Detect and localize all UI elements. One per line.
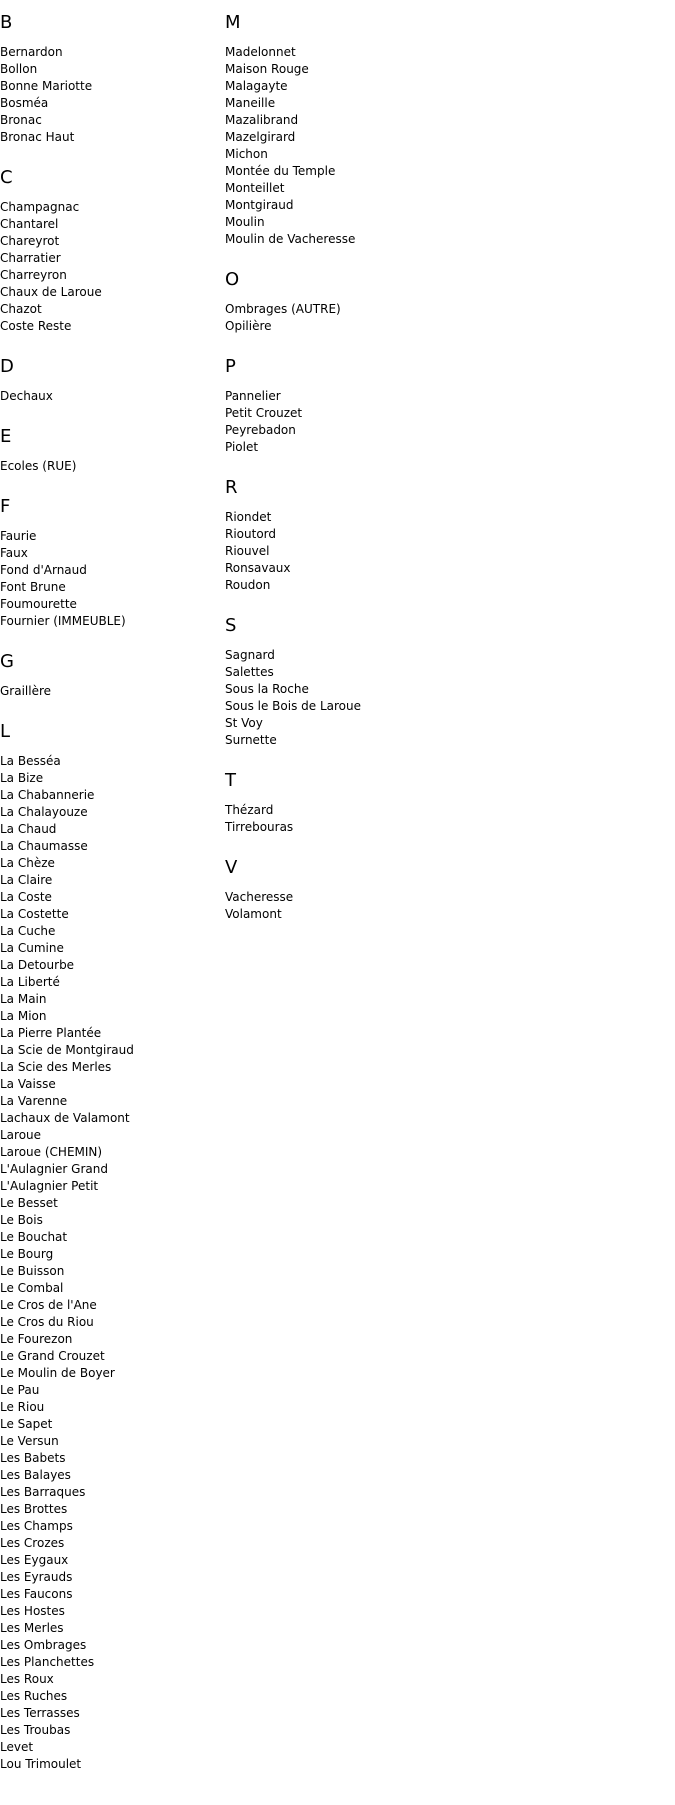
place-list [225,498,525,603]
place-link-les-merles[interactable]: Les Merles [0,1621,64,1635]
letter-group-r [225,465,525,603]
place-link-st-voy[interactable]: St Voy [225,716,263,730]
place-link-montgiraud[interactable]: Montgiraud [225,198,294,212]
place-link-mazalibrand[interactable]: Mazalibrand [225,113,299,127]
place-link-la-chaumasse[interactable]: La Chaumasse [0,839,88,853]
place-link-chantarel[interactable]: Chantarel [0,217,59,231]
letter-group-d [0,344,225,414]
place-link-les-ombrages[interactable]: Les Ombrages [0,1638,87,1652]
letter-heading: O [225,269,240,290]
place-link-les-eygaux[interactable]: Les Eygaux [0,1553,69,1567]
place-link-riouvel[interactable]: Riouvel [225,544,270,558]
place-link-bosmea[interactable]: Bosméa [0,96,49,110]
place-link-levet[interactable]: Levet [0,1740,34,1754]
place-list [0,742,225,1782]
place-link-laroue-chemin[interactable]: Laroue (CHEMIN) [0,1145,103,1159]
place-link-malagayte[interactable]: Malagayte [225,79,288,93]
left-column [0,0,225,1782]
letter-heading: S [225,615,237,636]
place-link-fournier-immeuble[interactable]: Fournier (IMMEUBLE) [0,614,126,628]
place-link-laroue[interactable]: Laroue [0,1128,42,1142]
place-link-les-babets[interactable]: Les Babets [0,1451,66,1465]
place-link-la-scie-des-merles[interactable]: La Scie des Merles [0,1060,112,1074]
letter-group-g [0,639,225,709]
place-link-les-crozes[interactable]: Les Crozes [0,1536,65,1550]
place-link-la-scie-de-montgiraud[interactable]: La Scie de Montgiraud [0,1043,134,1057]
place-link-le-buisson[interactable]: Le Buisson [0,1264,65,1278]
letter-group-b [0,0,225,155]
place-link-la-liberte[interactable]: La Liberté [0,975,60,989]
place-link-les-roux[interactable]: Les Roux [0,1672,54,1686]
right-column [225,0,525,932]
place-link-chareyrot[interactable]: Chareyrot [0,234,60,248]
place-link-les-balayes[interactable]: Les Balayes [0,1468,71,1482]
place-link-la-mion[interactable]: La Mion [0,1009,47,1023]
letter-heading: L [0,721,11,742]
place-list [225,878,525,932]
place-link-pannelier[interactable]: Pannelier [225,389,281,403]
letter-heading: T [225,770,236,791]
place-link-le-moulin-de-boyer[interactable]: Le Moulin de Boyer [0,1366,115,1380]
place-link-la-cuche[interactable]: La Cuche [0,924,56,938]
place-link-salettes[interactable]: Salettes [225,665,274,679]
letter-group-p [225,344,525,465]
place-link-la-pierre-plantee[interactable]: La Pierre Plantée [0,1026,102,1040]
place-link-sous-la-roche[interactable]: Sous la Roche [225,682,309,696]
place-list [0,517,225,639]
place-link-le-cros-du-riou[interactable]: Le Cros du Riou [0,1315,94,1329]
place-link-tirrebouras[interactable]: Tirrebouras [225,820,294,834]
place-link-peyrebadon[interactable]: Peyrebadon [225,423,296,437]
place-link-le-fourezon[interactable]: Le Fourezon [0,1332,73,1346]
place-link-le-bois[interactable]: Le Bois [0,1213,43,1227]
place-link-la-bize[interactable]: La Bize [0,771,44,785]
place-link-bronac-haut[interactable]: Bronac Haut [0,130,75,144]
letter-group-o [225,257,525,344]
place-link-chaux-de-laroue[interactable]: Chaux de Laroue [0,285,102,299]
place-link-montee-du-temple[interactable]: Montée du Temple [225,164,336,178]
place-list [0,447,225,484]
place-link-bronac[interactable]: Bronac [0,113,42,127]
place-link-le-cros-de-l-ane[interactable]: Le Cros de l'Ane [0,1298,97,1312]
place-link-foumourette[interactable]: Foumourette [0,597,77,611]
place-link-la-chalayouze[interactable]: La Chalayouze [0,805,88,819]
place-link-la-costette[interactable]: La Costette [0,907,69,921]
place-link-surnette[interactable]: Surnette [225,733,277,747]
place-link-les-brottes[interactable]: Les Brottes [0,1502,68,1516]
place-link-charreyron[interactable]: Charreyron [0,268,67,282]
place-link-moulin[interactable]: Moulin [225,215,265,229]
place-link-l-aulagnier-grand[interactable]: L'Aulagnier Grand [0,1162,108,1176]
place-link-l-aulagnier-petit[interactable]: L'Aulagnier Petit [0,1179,99,1193]
place-link-piolet[interactable]: Piolet [225,440,259,454]
place-link-madelonnet[interactable]: Madelonnet [225,45,296,59]
place-link-le-pau[interactable]: Le Pau [0,1383,40,1397]
place-link-les-planchettes[interactable]: Les Planchettes [0,1655,95,1669]
letter-group-t [225,758,525,845]
place-link-la-cumine[interactable]: La Cumine [0,941,64,955]
place-link-la-cheze[interactable]: La Chèze [0,856,55,870]
place-list [0,377,225,414]
place-link-les-faucons[interactable]: Les Faucons [0,1587,73,1601]
place-link-bollon[interactable]: Bollon [0,62,38,76]
place-link-roudon[interactable]: Roudon [225,578,271,592]
letter-heading: D [0,356,14,377]
place-link-faux[interactable]: Faux [0,546,28,560]
letter-heading: B [0,12,13,33]
place-link-les-barraques[interactable]: Les Barraques [0,1485,86,1499]
place-list [225,290,525,344]
place-link-le-besset[interactable]: Le Besset [0,1196,58,1210]
letter-heading: P [225,356,236,377]
place-link-chazot[interactable]: Chazot [0,302,42,316]
place-link-le-versun[interactable]: Le Versun [0,1434,59,1448]
place-link-vacheresse[interactable]: Vacheresse [225,890,294,904]
place-list [225,377,525,465]
place-link-maison-rouge[interactable]: Maison Rouge [225,62,309,76]
place-link-lachaux-de-valamont[interactable]: Lachaux de Valamont [0,1111,130,1125]
letter-group-v [225,845,525,932]
place-link-la-chabannerie[interactable]: La Chabannerie [0,788,95,802]
place-link-les-eyrauds[interactable]: Les Eyrauds [0,1570,73,1584]
place-link-la-bessea[interactable]: La Besséa [0,754,61,768]
letter-heading: G [0,651,14,672]
place-link-la-claire[interactable]: La Claire [0,873,53,887]
place-link-le-grand-crouzet[interactable]: Le Grand Crouzet [0,1349,105,1363]
place-link-les-champs[interactable]: Les Champs [0,1519,73,1533]
place-link-thezard[interactable]: Thézard [225,803,274,817]
place-link-le-riou[interactable]: Le Riou [0,1400,45,1414]
letter-heading: E [0,426,12,447]
place-link-sagnard[interactable]: Sagnard [225,648,275,662]
place-link-la-chaud[interactable]: La Chaud [0,822,57,836]
letter-group-e [0,414,225,484]
place-link-le-sapet[interactable]: Le Sapet [0,1417,53,1431]
place-link-charratier[interactable]: Charratier [0,251,61,265]
place-link-ronsavaux[interactable]: Ronsavaux [225,561,291,575]
letter-group-m [225,0,525,257]
place-link-la-coste[interactable]: La Coste [0,890,52,904]
place-link-la-detourbe[interactable]: La Detourbe [0,958,75,972]
place-link-coste-reste[interactable]: Coste Reste [0,319,72,333]
place-link-le-bourg[interactable]: Le Bourg [0,1247,54,1261]
place-list [0,33,225,155]
place-link-les-terrasses[interactable]: Les Terrasses [0,1706,80,1720]
letter-heading: V [225,857,238,878]
place-link-monteillet[interactable]: Monteillet [225,181,285,195]
place-link-la-vaisse[interactable]: La Vaisse [0,1077,56,1091]
place-link-riondet[interactable]: Riondet [225,510,272,524]
place-link-mazelgirard[interactable]: Mazelgirard [225,130,296,144]
place-list [225,636,525,758]
place-link-michon[interactable]: Michon [225,147,268,161]
place-link-bonne-mariotte[interactable]: Bonne Mariotte [0,79,93,93]
place-link-moulin-de-vacheresse[interactable]: Moulin de Vacheresse [225,232,356,246]
place-link-champagnac[interactable]: Champagnac [0,200,80,214]
place-link-le-bouchat[interactable]: Le Bouchat [0,1230,68,1244]
letter-heading: M [225,12,241,33]
place-link-les-hostes[interactable]: Les Hostes [0,1604,65,1618]
place-link-volamont[interactable]: Volamont [225,907,282,921]
place-link-rioutord[interactable]: Rioutord [225,527,277,541]
place-list [225,791,525,845]
place-link-maneille[interactable]: Maneille [225,96,276,110]
place-link-font-brune[interactable]: Font Brune [0,580,66,594]
place-link-sous-le-bois-de-laroue[interactable]: Sous le Bois de Laroue [225,699,361,713]
place-link-dechaux[interactable]: Dechaux [0,389,53,403]
place-list [0,672,225,709]
place-link-la-main[interactable]: La Main [0,992,47,1006]
place-list [0,188,225,344]
place-link-faurie[interactable]: Faurie [0,529,37,543]
place-link-ecoles-rue[interactable]: Ecoles (RUE) [0,459,77,473]
letter-heading: F [0,496,11,517]
place-link-les-ruches[interactable]: Les Ruches [0,1689,68,1703]
letter-heading: C [0,167,13,188]
place-link-graillere[interactable]: Graillère [0,684,52,698]
letter-group-c [0,155,225,344]
place-link-les-troubas[interactable]: Les Troubas [0,1723,71,1737]
place-link-le-combal[interactable]: Le Combal [0,1281,64,1295]
place-link-petit-crouzet[interactable]: Petit Crouzet [225,406,303,420]
letter-group-l [0,709,225,1782]
letter-group-s [225,603,525,758]
place-link-ombrages-autre[interactable]: Ombrages (AUTRE) [225,302,341,316]
letter-group-f [0,484,225,639]
letter-heading: R [225,477,238,498]
place-link-bernardon[interactable]: Bernardon [0,45,63,59]
place-link-la-varenne[interactable]: La Varenne [0,1094,68,1108]
place-link-opiliere[interactable]: Opilière [225,319,272,333]
place-link-fond-d-arnaud[interactable]: Fond d'Arnaud [0,563,87,577]
place-list [225,33,525,257]
place-link-lou-trimoulet[interactable]: Lou Trimoulet [0,1757,82,1771]
